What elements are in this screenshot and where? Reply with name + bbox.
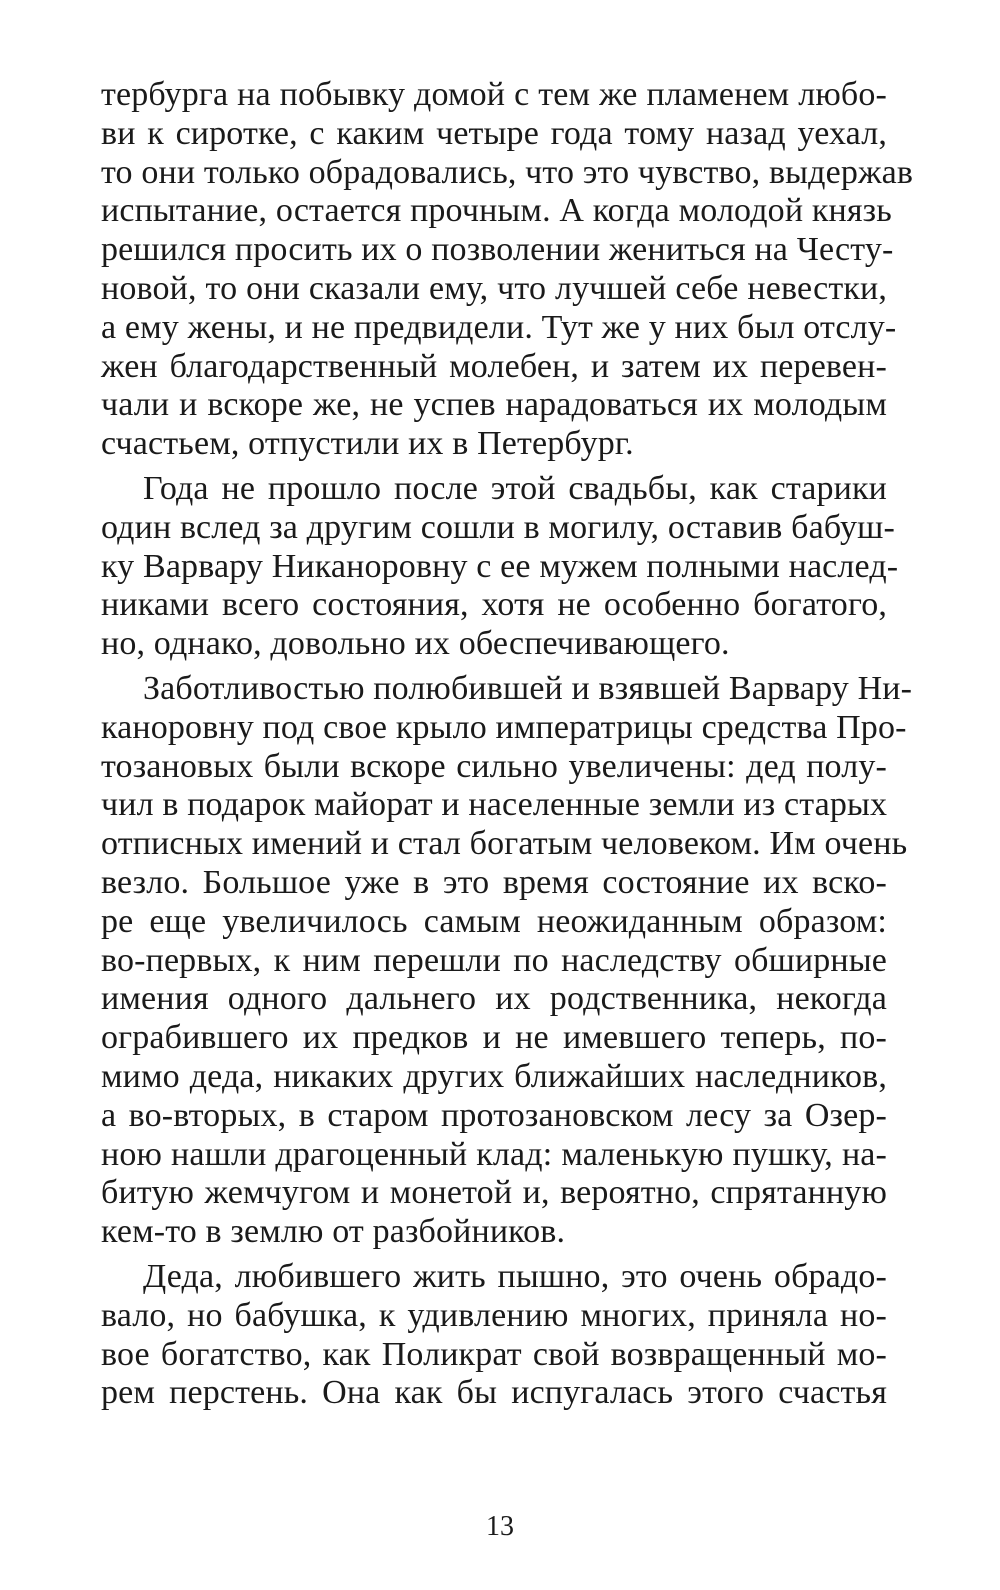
text-line: решился просить их о позволении жениться на Честу- [101,231,894,269]
paragraph [101,76,914,464]
paragraph [101,669,913,1252]
text-line: во-первых, к ним перешли по наследству обширные [101,941,887,979]
text-line: каноровну под свое крыло императрицы средства Про- [101,708,907,746]
text-line: ре еще увеличилось самым неожиданным образом: [101,902,887,940]
text-line: ку Варвару Никаноровну с ее мужем полными наслед- [101,547,899,585]
body-text [101,76,914,1413]
text-line: рем перстень. Она как бы испугалась этого счастья [101,1374,887,1412]
text-line: испытание, остается прочным. А когда молодой князь [101,192,892,230]
text-line: а во-вторых, в старом протозановском лесу за Озер- [101,1096,887,1134]
paragraph [101,1258,887,1413]
text-line: кем-то в землю от разбойников. [101,1213,566,1251]
text-line: Заботливостью полюбившей и взявшей Варвару Ни- [143,669,913,707]
text-line: Деда, любившего жить пышно, это очень обрадо- [143,1257,887,1295]
text-line: имения одного дальнего их родственника, некогда [101,980,887,1018]
text-line: но, однако, довольно их обеспечивающего. [101,625,730,663]
text-line: мимо деда, никаких других ближайших наследников, [101,1057,887,1095]
text-line: ною нашли драгоценный клад: маленькую пушку, на- [101,1135,887,1173]
text-line: один вслед за другим сошли в могилу, оставив бабуш- [101,508,895,546]
text-line: ви к сиротке, с каким четыре года тому назад уехал, [101,114,887,152]
text-line: счастьем, отпустили их в Петербург. [101,425,634,463]
text-line: чил в подарок майорат и населенные земли из старых [101,786,888,824]
text-line: вало, но бабушка, к удивлению многих, приняла но- [101,1296,887,1334]
text-line: ограбившего их предков и не имевшего теперь, по- [101,1019,887,1057]
page-number: 13 [486,1511,514,1542]
text-line: чали и вскоре же, не успев нарадоваться их молодым [101,386,887,424]
text-line: тозановых были вскоре сильно увеличены: дед полу- [101,747,887,785]
paragraph [101,469,899,664]
text-line: новой, то они сказали ему, что лучшей себе невестки, [101,269,887,307]
text-line: никами всего состояния, хотя не особенно богатого, [101,586,887,624]
text-line: Года не прошло после этой свадьбы, как старики [143,469,887,507]
text-line: а ему жены, и не предвидели. Тут же у них был отслу- [101,308,897,346]
text-line: битую жемчугом и монетой и, вероятно, спрятанную [101,1174,887,1212]
text-line: вое богатство, как Поликрат свой возвращенный мо- [101,1335,887,1373]
text-line: отписных имений и стал богатым человеком. Им очень [101,825,908,863]
text-line: жен благодарственный молебен, и затем их перевен- [101,347,887,385]
text-line: тербурга на побывку домой с тем же пламенем любо- [101,76,887,113]
text-line: везло. Большое уже в это время состояние их вско- [101,863,887,901]
text-line: то они только обрадовались, что это чувство, выдержав [101,153,914,191]
